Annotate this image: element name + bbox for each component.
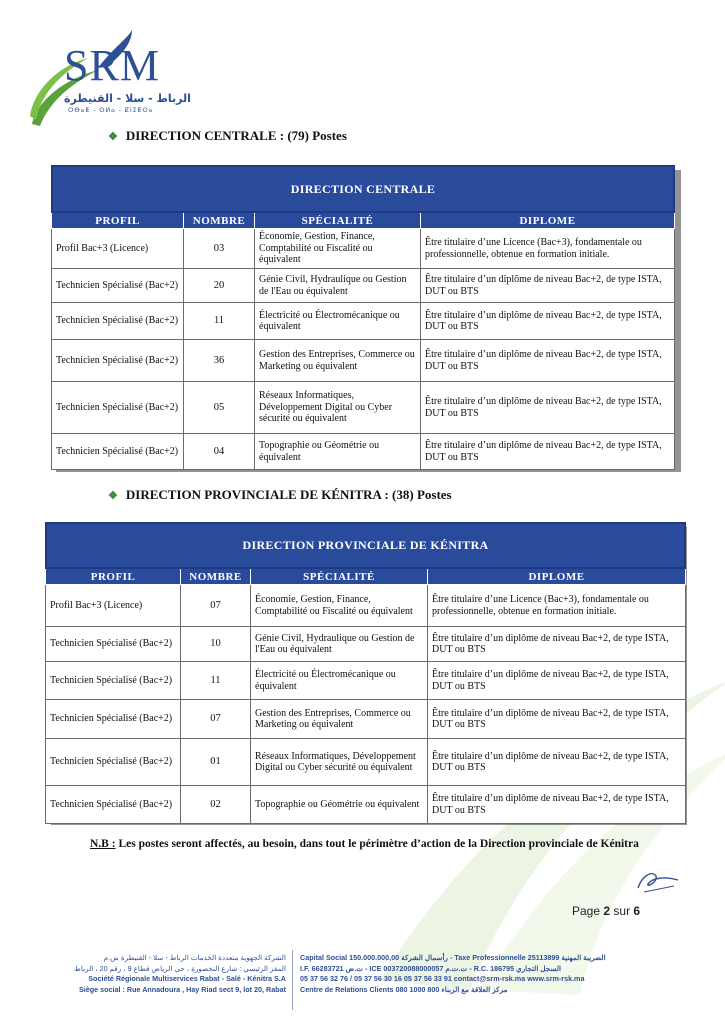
table-row [52,269,675,303]
logo-tifinagh-text: ⵔⴱⴰⵟ - ⵙⵍⴰ - ⵇⵏⵉⵟⵔⴰ [68,107,154,114]
cell-specialite: Topographie ou Géométrie ou équivalent [251,786,428,824]
cell-nombre: 36 [184,340,255,382]
note-prefix: N.B : [90,838,116,850]
logo-arabic-text: الرباط - سلا - القنيطرة [64,92,191,105]
cell-profil: Profil Bac+3 (Licence) [52,229,184,269]
cell-specialite: Réseaux Informatiques, Développement Digital ou Cyber sécurité ou équivalent [251,739,428,786]
cell-diplome: Être titulaire d’un diplôme de niveau Bac+2, de type ISTA, DUT ou BTS [421,382,675,434]
cell-profil: Technicien Spécialisé (Bac+2) [52,340,184,382]
header-diplome: DIPLOME [421,213,675,229]
signature-icon [634,866,682,896]
cell-profil: Technicien Spécialisé (Bac+2) [52,382,184,434]
cell-specialite: Économie, Gestion, Finance, Comptabilité ou Fiscalité ou équivalent [251,585,428,627]
table-row [52,229,675,269]
header-diplome: DIPLOME [428,569,686,585]
header-nombre: NOMBRE [184,213,255,229]
table-row [46,700,686,739]
cell-profil: Technicien Spécialisé (Bac+2) [52,434,184,470]
cell-specialite: Économie, Gestion, Finance, Comptabilité ou Fiscalité ou équivalent [255,229,421,269]
cell-profil: Technicien Spécialisé (Bac+2) [46,786,181,824]
cell-profil: Technicien Spécialisé (Bac+2) [52,269,184,303]
cell-nombre: 02 [181,786,251,824]
section-heading-kenitra: ❖ DIRECTION PROVINCIALE DE KÉNITRA : (38) Postes [108,487,452,502]
header-specialite: SPÉCIALITÉ [255,213,421,229]
cell-nombre: 11 [184,303,255,340]
table-row [46,786,686,824]
cell-diplome: Être titulaire d’un diplôme de niveau Bac+2, de type ISTA, DUT ou BTS [428,627,686,662]
table-row [46,662,686,700]
cell-profil: Profil Bac+3 (Licence) [46,585,181,627]
cell-nombre: 07 [181,700,251,739]
note-text: Les postes seront affectés, au besoin, dans tout le périmètre d’action de la Direction provinciale de Kénitra [115,838,639,850]
cell-diplome: Être titulaire d’une Licence (Bac+3), fondamentale ou professionnelle, obtenue en formation initiale. [421,229,675,269]
cell-profil: Technicien Spécialisé (Bac+2) [46,662,181,700]
cell-nombre: 05 [184,382,255,434]
logo-wordmark: SRM [64,41,160,90]
cell-profil: Technicien Spécialisé (Bac+2) [46,627,181,662]
table-row [52,340,675,382]
cell-specialite: Électricité ou Électromécanique ou équivalent [255,303,421,340]
cell-diplome: Être titulaire d’un diplôme de niveau Bac+2, de type ISTA, DUT ou BTS [428,662,686,700]
cell-specialite: Génie Civil, Hydraulique ou Gestion de l'Eau ou équivalent [251,627,428,662]
cell-specialite: Gestion des Entreprises, Commerce ou Marketing ou équivalent [255,340,421,382]
table-row [46,585,686,627]
section-heading-centrale: ❖ DIRECTION CENTRALE : (79) Postes [108,128,347,143]
cell-diplome: Être titulaire d’un diplôme de niveau Bac+2, de type ISTA, DUT ou BTS [421,269,675,303]
cell-nombre: 20 [184,269,255,303]
cell-nombre: 03 [184,229,255,269]
table-row [46,739,686,786]
cell-diplome: Être titulaire d’une Licence (Bac+3), fondamentale ou professionnelle, obtenue en formation initiale. [428,585,686,627]
cell-nombre: 01 [181,739,251,786]
header-profil: PROFIL [46,569,181,585]
page-number: Page 2 sur 6 [572,904,641,918]
table-row [52,434,675,470]
cell-diplome: Être titulaire d’un diplôme de niveau Bac+2, de type ISTA, DUT ou BTS [428,700,686,739]
cell-specialite: Gestion des Entreprises, Commerce ou Marketing ou équivalent [251,700,428,739]
table-banner: DIRECTION CENTRALE [52,166,675,213]
table-direction-centrale [51,165,675,470]
footer-divider [292,950,293,1010]
cell-nombre: 11 [181,662,251,700]
footer-left: الشركة الجهوية متعددة الخدمات الرباط - سلا - القنيطرة ش.م المقر الرئيسي : شارع النخصورة ، حي الرياض قطاع 9 ، رقم 20 ، الرباط Société Régionale Multiservices Rabat - Salé - Kénitra S.A Siège social : Rue Annadoura , Hay Riad sect 9, lot 20, Rabat [74,953,286,994]
table-banner: DIRECTION PROVINCIALE DE KÉNITRA [46,523,686,569]
note-paragraph [90,830,650,858]
cell-nombre: 07 [181,585,251,627]
cell-nombre: 04 [184,434,255,470]
cell-specialite: Génie Civil, Hydraulique ou Gestion de l'Eau ou équivalent [255,269,421,303]
cell-diplome: Être titulaire d’un diplôme de niveau Bac+2, de type ISTA, DUT ou BTS [421,303,675,340]
header-specialite: SPÉCIALITÉ [251,569,428,585]
footer-contacts: 05 37 56 32 76 / 05 37 56 30 16 05 37 56 33 91 contact@srm-rsk.ma www.srm-rsk.ma [300,974,585,983]
table-row [52,303,675,340]
srm-logo [28,28,191,128]
cell-specialite: Réseaux Informatiques, Développement Digital ou Cyber sécurité ou équivalent [255,382,421,434]
cell-diplome: Être titulaire d’un diplôme de niveau Bac+2, de type ISTA, DUT ou BTS [421,434,675,470]
header-profil: PROFIL [52,213,184,229]
diamond-bullet-icon: ❖ [108,490,118,502]
table-direction-kenitra [45,522,686,824]
table-row [52,382,675,434]
cell-diplome: Être titulaire d’un diplôme de niveau Bac+2, de type ISTA, DUT ou BTS [428,739,686,786]
cell-diplome: Être titulaire d’un diplôme de niveau Bac+2, de type ISTA, DUT ou BTS [421,340,675,382]
cell-nombre: 10 [181,627,251,662]
footer-right: Capital Social 150.000.000,00 رأسمال الشركة - Taxe Professionnelle 25113899 الضريبة المهنية I.F. 66283721 ت.ض - ICE 003720088000057 ت.ت.م - R.C. 186795 السجل التجاري 05 37 56 32 76 / 05 37 56 30 16 05 37 56 33 91 contact@srm-rsk.ma www.srm-rsk.ma Centre de Relations Clients 080 1000 800 مركز العلاقة مع الزبناء [300,953,718,995]
header-nombre: NOMBRE [181,569,251,585]
cell-specialite: Électricité ou Électromécanique ou équivalent [251,662,428,700]
cell-profil: Technicien Spécialisé (Bac+2) [52,303,184,340]
table-row [46,627,686,662]
cell-diplome: Être titulaire d’un diplôme de niveau Bac+2, de type ISTA, DUT ou BTS [428,786,686,824]
cell-profil: Technicien Spécialisé (Bac+2) [46,739,181,786]
cell-profil: Technicien Spécialisé (Bac+2) [46,700,181,739]
diamond-bullet-icon: ❖ [108,131,118,143]
cell-specialite: Topographie ou Géométrie ou équivalent [255,434,421,470]
